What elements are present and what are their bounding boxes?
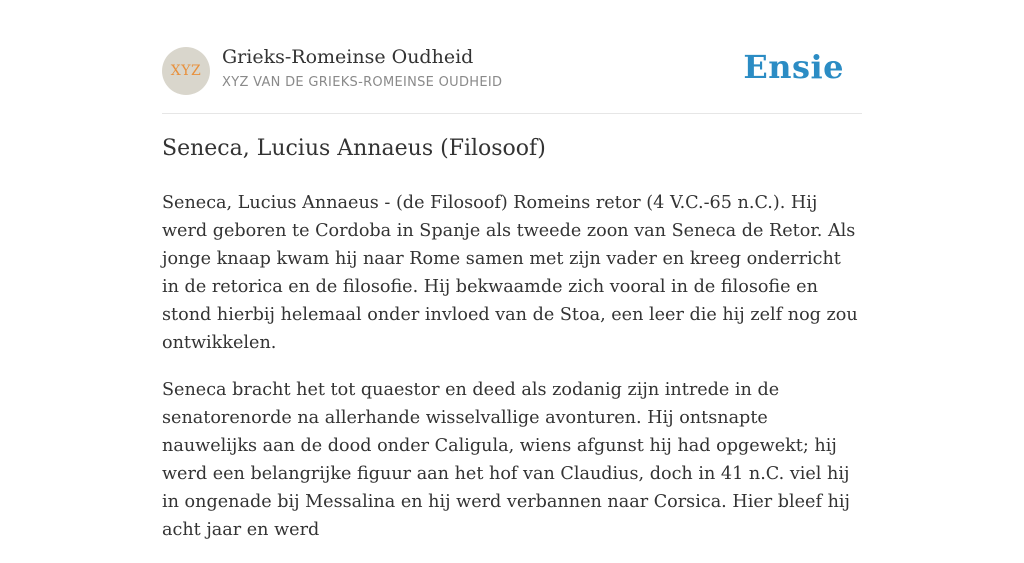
- ensie-logo[interactable]: Ensie: [743, 48, 844, 86]
- article-paragraph: Seneca, Lucius Annaeus - (de Filosoof) Romeins retor (4 V.C.-65 n.C.). Hij werd geboren te Cordoba in Spanje als tweede zoon van Seneca de Retor. Als jonge knaap kwam hij naar Rome samen met zijn vader en kreeg onderricht in de retorica en de filosofie. Hij bekwaamde zich vooral in de filosofie en stond hierbij helemaal onder invloed van de Stoa, een leer die hij zelf nog zou ontwikkelen.: [162, 193, 858, 353]
- collection-subtitle: XYZ VAN DE GRIEKS-ROMEINSE OUDHEID: [222, 75, 503, 90]
- content-container: [162, 0, 862, 540]
- collection-title[interactable]: Grieks-Romeinse Oudheid: [222, 46, 474, 68]
- article-title: Seneca, Lucius Annaeus (Filosoof): [162, 136, 546, 161]
- article-paragraph: Seneca bracht het tot quaestor en deed als zodanig zijn intrede in de senatorenorde na allerhande wisselvallige avonturen. Hij ontsnapte nauwelijks aan de dood onder Caligula, wiens afgunst hij had opgewekt; hij werd een belangrijke figuur aan het hof van Claudius, doch in 41 n.C. viel hij in ongenade bij Messalina en hij werd verbannen naar Corsica. Hier bleef hij acht jaar en werd: [162, 380, 850, 540]
- article-body: [162, 189, 862, 563]
- collection-avatar[interactable]: XYZ: [162, 47, 210, 95]
- collection-header: [162, 0, 862, 114]
